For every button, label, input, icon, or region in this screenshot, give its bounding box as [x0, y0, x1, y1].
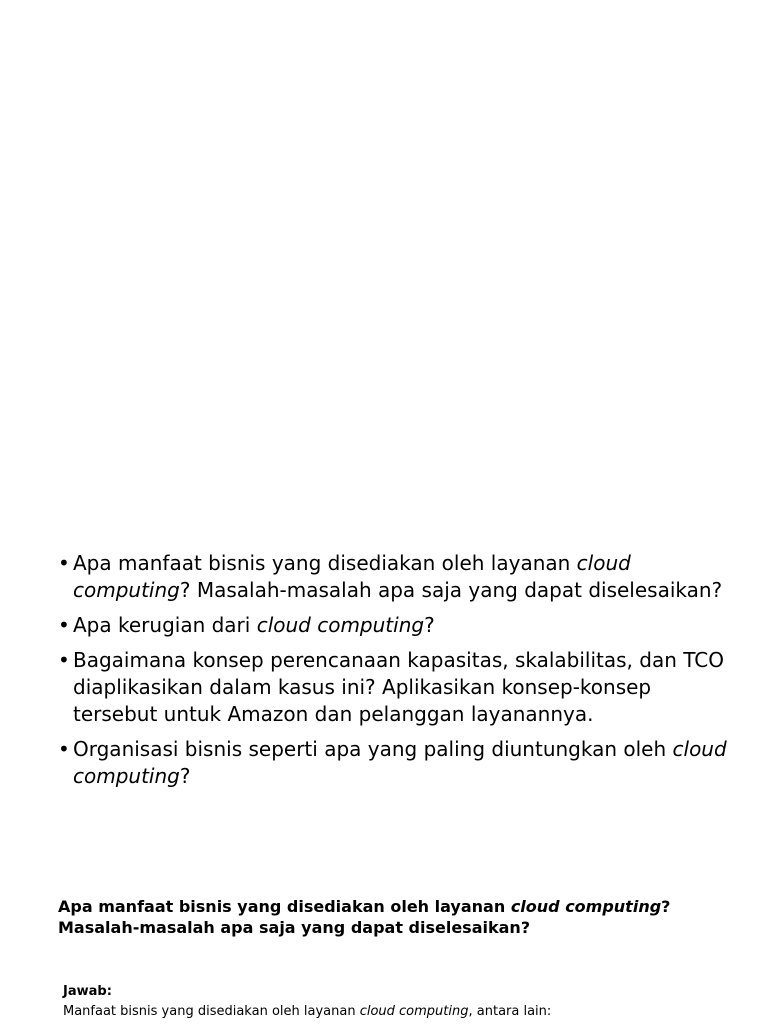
question-text: Apa manfaat bisnis yang disediakan oleh layanan: [58, 897, 511, 916]
answer-text: [63, 1004, 743, 1020]
bullet-dot: •: [58, 551, 70, 575]
question-bullet-list: [58, 550, 738, 798]
question-heading: [58, 896, 738, 938]
bullet-item: [58, 647, 738, 728]
bullet-dot: •: [58, 648, 70, 672]
answer-emphasis: cloud computing: [359, 1004, 469, 1019]
question-text-end: ? Masalah-masalah apa saja yang dapat diselesaikan?: [58, 897, 671, 937]
question-emphasis: cloud computing: [510, 897, 662, 916]
bullet-emphasis: cloud computing: [73, 737, 727, 788]
bullet-text-end: ?: [179, 764, 191, 788]
bullet-text-end: ? Masalah-masalah apa saja yang dapat diselesaikan?: [179, 578, 723, 602]
answer-label: Jawab:: [63, 984, 112, 999]
bullet-item: [58, 736, 738, 790]
answer-text-start: Manfaat bisnis yang disediakan oleh layanan: [63, 1004, 360, 1019]
bullet-text: Apa kerugian dari: [73, 613, 257, 637]
bullet-dot: •: [58, 613, 70, 637]
bullet-text: Apa manfaat bisnis yang disediakan oleh layanan: [73, 551, 577, 575]
bullet-emphasis: cloud computing: [256, 613, 425, 637]
bullet-item: [58, 612, 738, 639]
bullet-text: Organisasi bisnis seperti apa yang paling diuntungkan oleh: [73, 737, 673, 761]
bullet-text: Bagaimana konsep perencanaan kapasitas, skalabilitas, dan TCO diaplikasikan dalam kasus ini? Aplikasikan konsep-konsep tersebut untuk Amazon dan pelanggan layanannya.: [73, 648, 725, 726]
bullet-dot: •: [58, 737, 70, 761]
bullet-emphasis: cloud computing: [73, 551, 631, 602]
answer-text-end: , antara lain:: [468, 1004, 552, 1019]
bullet-text-end: ?: [424, 613, 435, 637]
bullet-item: [58, 550, 738, 604]
